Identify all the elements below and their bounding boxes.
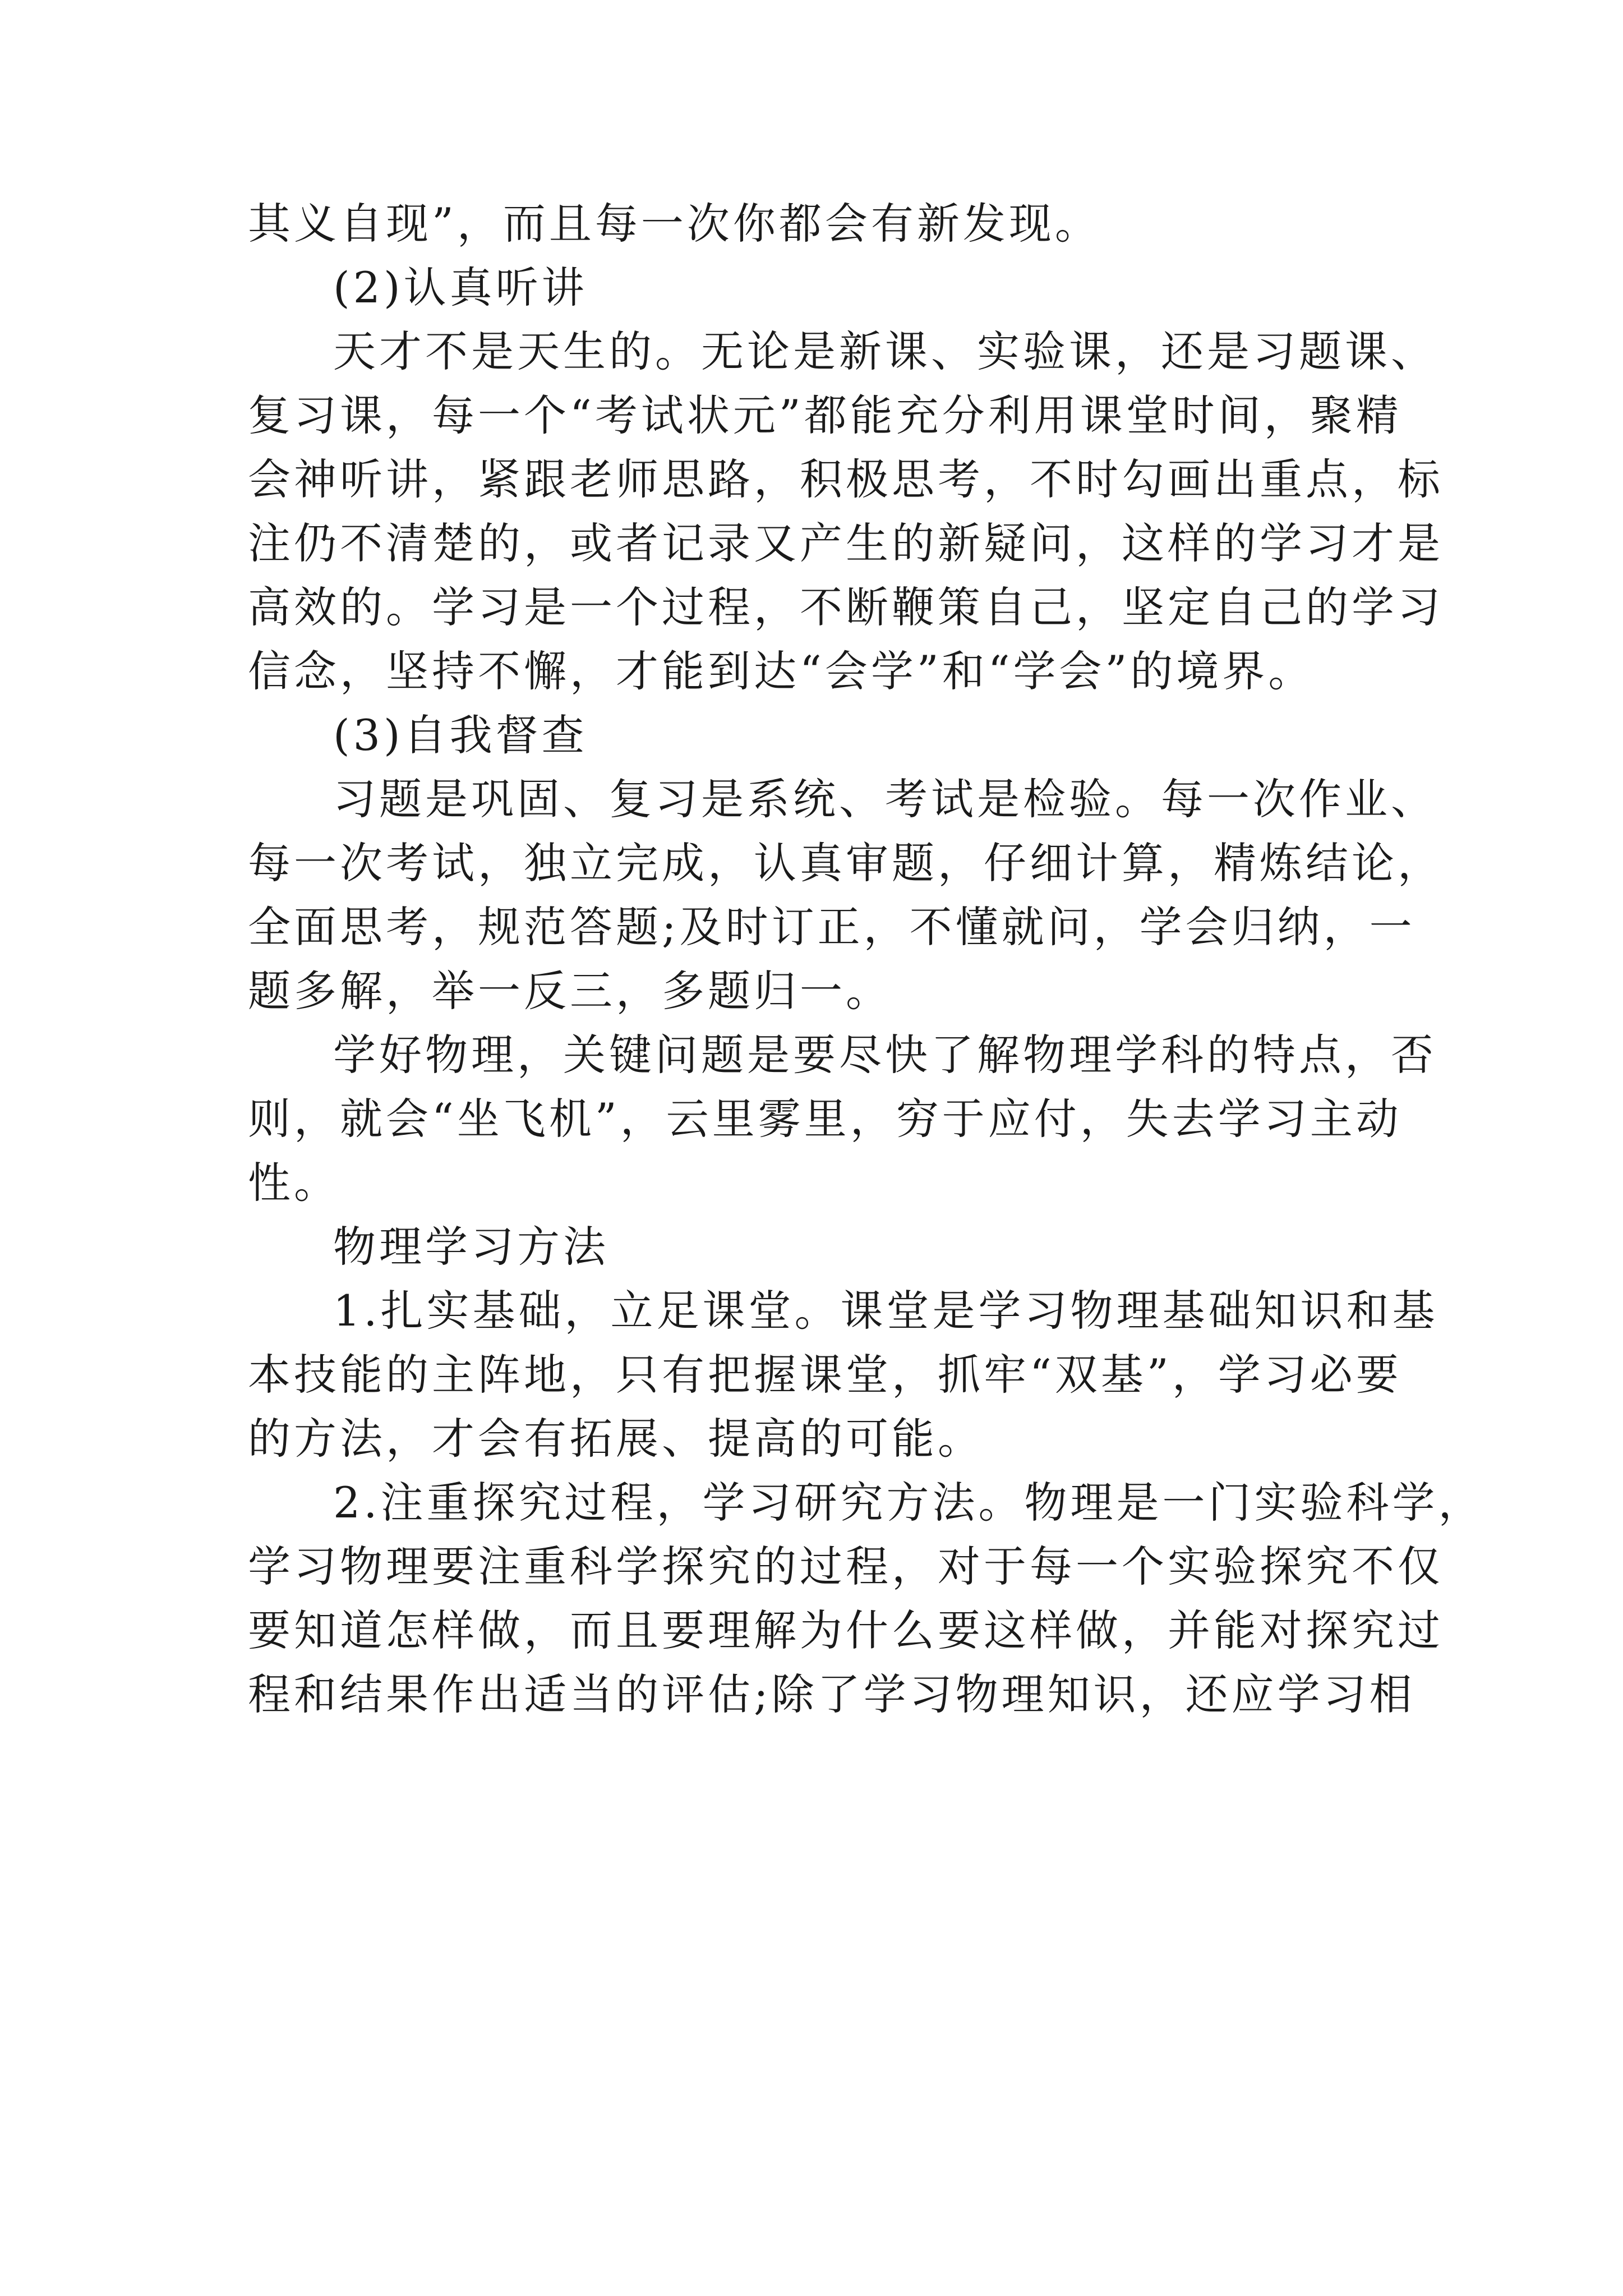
- paragraph-line: 每一次考试，独立完成，认真审题，仔细计算，精炼结论，: [248, 838, 1444, 888]
- paragraph-line: 复习课，每一个“考试状元”都能充分利用课堂时间，聚精: [248, 390, 1402, 440]
- paragraph-line: 天才不是天生的。无论是新课、实验课，还是习题课、: [333, 326, 1437, 376]
- body-text: [248, 192, 1484, 1727]
- paragraph-line: 学习物理要注重科学探究的过程，对于每一个实验探究不仅: [248, 1542, 1444, 1591]
- paragraph-line: 要知道怎样做，而且要理解为什么要这样做，并能对探究过: [248, 1605, 1444, 1655]
- paragraph-line: 性。: [248, 1158, 340, 1208]
- paragraph-line: 注仍不清楚的，或者记录又产生的新疑问，这样的学习才是: [248, 518, 1444, 568]
- section-heading: (2)认真听讲: [333, 263, 588, 312]
- paragraph-line: 学好物理，关键问题是要尽快了解物理学科的特点，否: [333, 1030, 1437, 1080]
- paragraph-line: 1.扎实基础，立足课堂。课堂是学习物理基础知识和基: [333, 1286, 1438, 1336]
- paragraph-line: 2.注重探究过程，学习研究方法。物理是一门实验科学，: [333, 1478, 1484, 1527]
- section-heading: (3)自我督查: [333, 710, 588, 760]
- paragraph-line: 会神听讲，紧跟老师思路，积极思考，不时勾画出重点，标: [248, 454, 1444, 504]
- section-heading: 物理学习方法: [333, 1222, 609, 1272]
- paragraph-line: 其义自现”，而且每一次你都会有新发现。: [248, 199, 1101, 249]
- paragraph-line: 程和结果作出适当的评估;除了学习物理知识，还应学习相: [248, 1669, 1415, 1719]
- paragraph-line: 高效的。学习是一个过程，不断鞭策自己，坚定自己的学习: [248, 582, 1444, 632]
- paragraph-line: 全面思考，规范答题;及时订正，不懂就问，学会归纳，一: [248, 902, 1415, 952]
- paragraph-line: 则，就会“坐飞机”，云里雾里，穷于应付，失去学习主动: [248, 1094, 1402, 1144]
- paragraph-line: 的方法，才会有拓展、提高的可能。: [248, 1414, 984, 1464]
- paragraph-line: 题多解，举一反三，多题归一。: [248, 966, 892, 1016]
- paragraph-line: 本技能的主阵地，只有把握课堂，抓牢“双基”，学习必要: [248, 1350, 1402, 1400]
- paragraph-line: 习题是巩固、复习是系统、考试是检验。每一次作业、: [333, 774, 1437, 824]
- paragraph-line: 信念，坚持不懈，才能到达“会学”和“学会”的境界。: [248, 646, 1315, 696]
